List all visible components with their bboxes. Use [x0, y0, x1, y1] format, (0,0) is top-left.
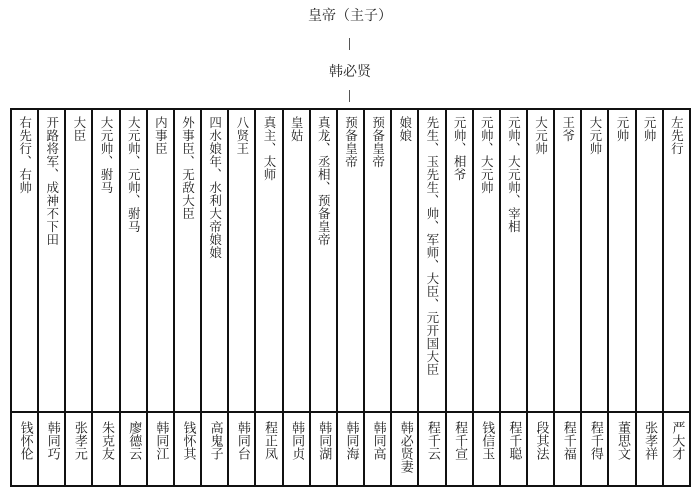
name-cell	[65, 412, 92, 486]
role-cell	[255, 109, 282, 412]
role-cell	[11, 109, 38, 412]
role-text: 真龙、丞相、预备皇帝	[316, 116, 332, 246]
name-cell	[391, 412, 418, 486]
person-name: 程正凤	[261, 421, 277, 460]
role-text: 王爷	[560, 116, 576, 142]
person-name: 朱克友	[99, 421, 115, 460]
role-cell	[174, 109, 201, 412]
person-name: 程千宣	[452, 421, 468, 460]
role-cell	[527, 109, 554, 412]
name-cell	[38, 412, 65, 486]
name-cell	[663, 412, 690, 486]
role-text: 真主、太师	[261, 116, 277, 181]
person-name: 董思文	[615, 421, 631, 460]
role-text: 预备皇帝	[370, 116, 386, 168]
role-text: 八贤王	[234, 116, 250, 155]
role-text: 元帅、大元帅	[479, 116, 495, 194]
role-text: 大元帅	[587, 116, 603, 155]
role-cell	[65, 109, 92, 412]
name-cell	[446, 412, 473, 486]
connector-line-top	[349, 38, 350, 50]
emperor-title: 皇帝（主子）	[308, 8, 392, 24]
role-cell	[147, 109, 174, 412]
role-text: 预备皇帝	[343, 116, 359, 168]
role-cell	[608, 109, 635, 412]
role-text: 大元帅、元帅、驸马	[126, 116, 142, 233]
role-cell	[581, 109, 608, 412]
role-cell	[92, 109, 119, 412]
role-text: 右先行、右帅	[17, 116, 33, 194]
person-name: 韩同高	[370, 421, 386, 460]
role-cell	[283, 109, 310, 412]
name-cell	[120, 412, 147, 486]
role-text: 元帅、相爷	[452, 116, 468, 181]
person-name: 韩同台	[234, 421, 250, 460]
person-name: 程千聪	[506, 421, 522, 460]
role-cell	[636, 109, 663, 412]
name-cell	[201, 412, 228, 486]
person-name: 韩同湖	[316, 421, 332, 460]
name-cell	[364, 412, 391, 486]
role-cell	[38, 109, 65, 412]
role-cell	[120, 109, 147, 412]
name-cell	[581, 412, 608, 486]
name-cell	[11, 412, 38, 486]
name-cell	[418, 412, 445, 486]
person-name: 高鬼子	[207, 421, 223, 460]
role-cell	[391, 109, 418, 412]
role-cell	[310, 109, 337, 412]
name-cell	[283, 412, 310, 486]
person-name: 钱怀其	[180, 421, 196, 460]
names-row	[11, 412, 690, 486]
role-cell	[337, 109, 364, 412]
name-cell	[500, 412, 527, 486]
name-cell	[554, 412, 581, 486]
name-cell	[228, 412, 255, 486]
role-text: 大元帅、驸马	[99, 116, 115, 194]
person-name: 韩同贞	[289, 421, 305, 460]
role-cell	[473, 109, 500, 412]
name-cell	[337, 412, 364, 486]
role-cell	[500, 109, 527, 412]
roles-row	[11, 109, 690, 412]
person-name: 张孝祥	[642, 421, 658, 460]
role-text: 大臣	[71, 116, 87, 142]
person-name: 钱怀伦	[17, 421, 33, 460]
name-cell	[255, 412, 282, 486]
role-cell	[364, 109, 391, 412]
name-cell	[636, 412, 663, 486]
name-cell	[92, 412, 119, 486]
role-text: 四水娘年、水利大帝娘娘	[207, 116, 223, 259]
person-name: 钱信玉	[479, 421, 495, 460]
role-cell	[228, 109, 255, 412]
role-cell	[418, 109, 445, 412]
roles-table	[10, 108, 691, 487]
role-text: 外事臣、无敌大臣	[180, 116, 196, 220]
person-name: 严大才	[669, 421, 685, 460]
person-name: 韩必贤妻	[397, 421, 413, 473]
root-person: 韩必贤	[329, 64, 371, 80]
role-text: 元帅	[642, 116, 658, 142]
role-cell	[554, 109, 581, 412]
person-name: 张孝元	[71, 421, 87, 460]
role-text: 先生、玉先生、帅、军师、大臣、元开国大臣	[424, 116, 440, 376]
name-cell	[473, 412, 500, 486]
name-cell	[310, 412, 337, 486]
person-name: 韩同海	[343, 421, 359, 460]
name-cell	[174, 412, 201, 486]
role-text: 内事臣	[153, 116, 169, 155]
role-text: 左先行	[669, 116, 685, 155]
person-name: 韩同江	[153, 421, 169, 460]
person-name: 廖德云	[126, 421, 142, 460]
role-text: 开路将军、成神不下田	[44, 116, 60, 246]
role-text: 大元帅	[533, 116, 549, 155]
person-name: 韩同巧	[44, 421, 60, 460]
connector-line-bottom	[349, 90, 350, 102]
person-name: 程千得	[587, 421, 603, 460]
person-name: 程千云	[424, 421, 440, 460]
person-name: 段其法	[533, 421, 549, 460]
role-cell	[663, 109, 690, 412]
name-cell	[147, 412, 174, 486]
name-cell	[608, 412, 635, 486]
role-text: 娘娘	[397, 116, 413, 142]
role-text: 皇姑	[289, 116, 305, 142]
name-cell	[527, 412, 554, 486]
role-cell	[201, 109, 228, 412]
person-name: 程千福	[560, 421, 576, 460]
role-text: 元帅、大元帅、宰相	[506, 116, 522, 233]
role-text: 元帅	[615, 116, 631, 142]
role-cell	[446, 109, 473, 412]
